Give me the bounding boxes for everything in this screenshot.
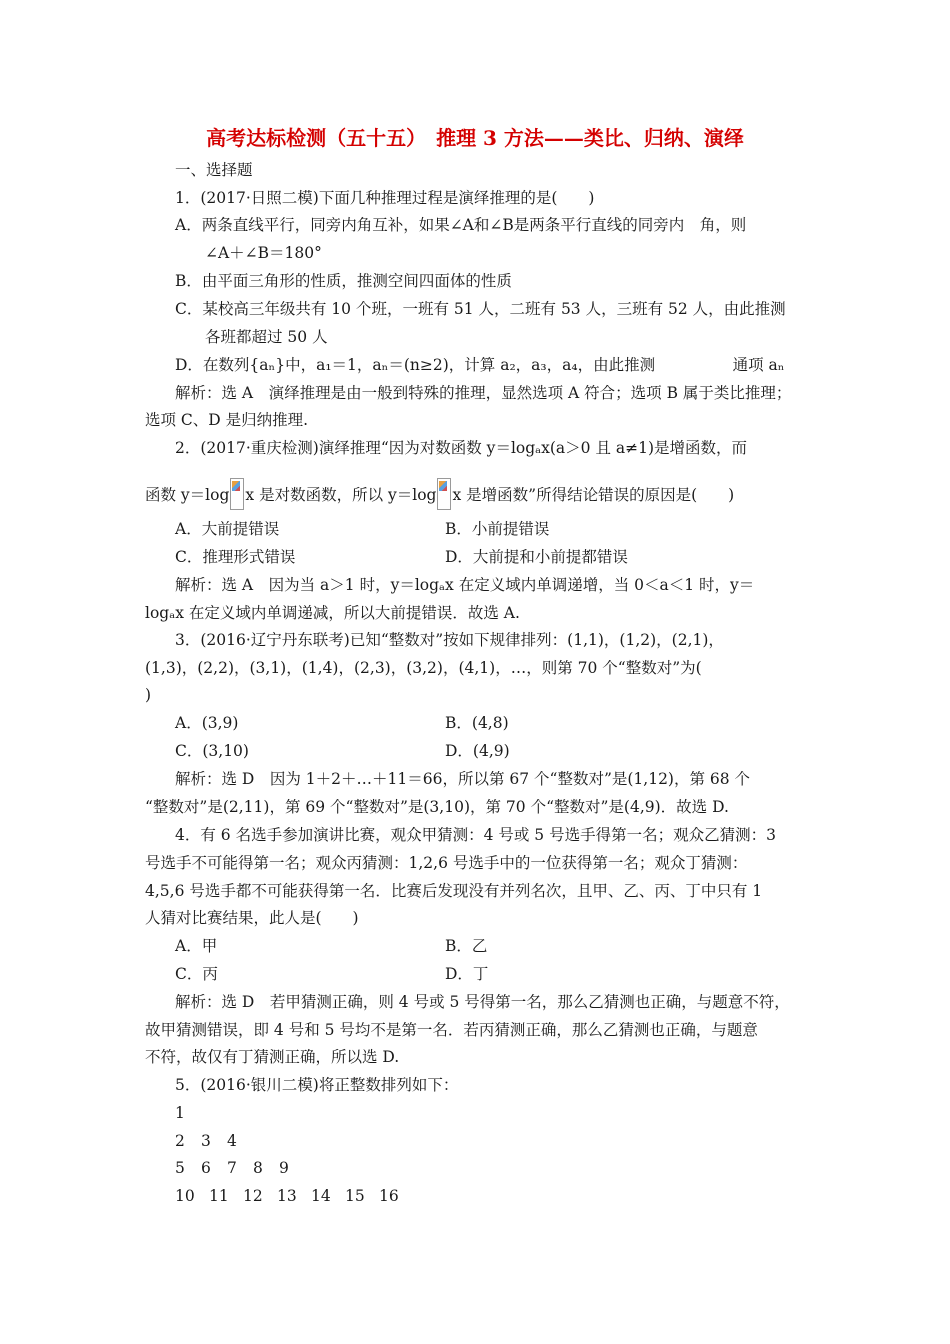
q3-stem: 3．(2016·辽宁丹东联考)已知“整数对”按如下规律排列：(1,1)，(1,2)，(2,1)， [175,631,724,649]
number-cell: 8 [253,1159,263,1177]
q2-answer-cont: logₐx 在定义域内单调递减，所以大前提错误．故选 A. [145,604,520,622]
number-row [175,1158,305,1178]
q1-answer: 解析：选 A 演绎推理是由一般到特殊的推理，显然选项 A 符合；选项 B 属于类比推理； [175,384,792,402]
broken-image-icon [230,478,244,510]
q4-stem-cont2: 4,5,6 号选手都不可能获得第一名．比赛后发现没有并列名次，且甲、乙、丙、丁中只有 1 [145,882,763,900]
number-cell: 1 [175,1104,185,1122]
q2-option-b: B．小前提错误 [445,520,550,538]
number-cell: 9 [279,1159,289,1177]
number-row [175,1103,209,1123]
q1-option-c-cont: 各班都超过 50 人 [205,328,328,346]
q4-stem-cont: 号选手不可能得第一名；观众丙猜测：1,2,6 号选手中的一位获得第一名；观众丁猜测： [145,854,748,872]
number-cell: 11 [209,1187,229,1205]
q3-option-c: C．(3,10) [175,742,249,760]
q2-option-a: A．大前提错误 [175,520,280,538]
number-cell: 16 [379,1187,399,1205]
q2-stem: 2．(2017·重庆检测)演绎推理“因为对数函数 y＝logₐx(a＞0 且 a≠1)是增函数，而 [175,439,748,457]
number-cell: 12 [243,1187,263,1205]
q2-answer: 解析：选 A 因为当 a＞1 时，y＝logₐx 在定义域内单调递增，当 0＜a＜1 时，y＝ [175,576,755,594]
number-row [175,1186,413,1206]
number-cell: 6 [201,1159,211,1177]
q2-stem-cont [145,478,734,510]
q1-answer-cont: 选项 C、D 是归纳推理. [145,411,309,429]
q3-option-d: D．(4,9) [445,742,510,760]
q3-stem-end: ) [145,686,152,704]
q1-option-d: D．在数列{aₙ}中，a₁＝1，aₙ＝(n≥2)，计算 a₂，a₃，a₄，由此推测 通项 aₙ [175,356,785,374]
q4-option-d: D．丁 [445,965,489,983]
number-cell: 14 [311,1187,331,1205]
number-cell: 15 [345,1187,365,1205]
page-title: 高考达标检测（五十五） 推理 3 方法——类比、归纳、演绎 [206,126,744,150]
number-cell: 10 [175,1187,195,1205]
q3-option-a: A．(3,9) [175,714,239,732]
q3-option-b: B．(4,8) [445,714,509,732]
q4-option-b: B．乙 [445,937,488,955]
q1-option-a: A．两条直线平行，同旁内角互补，如果∠A和∠B是两条平行直线的同旁内 角，则 [175,216,747,234]
number-row [175,1131,253,1151]
q4-answer: 解析：选 D 若甲猜测正确，则 4 号或 5 号得第一名，那么乙猜测也正确，与题意不符， [175,993,790,1011]
q1-option-a-cont: ∠A＋∠B＝180° [205,244,322,262]
q1-stem: 1．(2017·日照二模)下面几种推理过程是演绎推理的是( ) [175,189,595,207]
q4-answer-cont: 故甲猜测错误，即 4 号和 5 号均不是第一名．若丙猜测正确，那么乙猜测也正确，与题意 [145,1021,758,1039]
q3-stem-cont: (1,3)，(2,2)，(3,1)，(1,4)，(2,3)，(3,2)，(4,1)，…，则第 70 个“整数对”为( [145,659,702,677]
q4-stem: 4．有 6 名选手参加演讲比赛，观众甲猜测：4 号或 5 号选手得第一名；观众乙猜测：3 [175,826,776,844]
q5-stem: 5．(2016·银川二模)将正整数排列如下： [175,1076,459,1094]
number-cell: 4 [227,1132,237,1150]
q3-answer-cont: “整数对”是(2,11)，第 69 个“整数对”是(3,10)，第 70 个“整数对”是(4,9)．故选 D. [145,798,729,816]
q1-option-b: B．由平面三角形的性质，推测空间四面体的性质 [175,272,512,290]
q2-stem-part3: x 是增函数”所得结论错误的原因是( ) [452,486,735,504]
q2-stem-part1: 函数 y＝log [145,486,230,504]
number-cell: 13 [277,1187,297,1205]
q4-answer-cont2: 不符，故仅有丁猜测正确，所以选 D. [145,1048,400,1066]
q2-stem-part2: x 是对数函数，所以 y＝log [245,486,437,504]
q4-option-c: C．丙 [175,965,218,983]
number-cell: 3 [201,1132,211,1150]
section-heading: 一、选择题 [175,161,253,179]
q2-option-d: D．大前提和小前提都错误 [445,548,628,566]
number-cell: 2 [175,1132,185,1150]
number-cell: 7 [227,1159,237,1177]
q1-option-c: C．某校高三年级共有 10 个班，一班有 51 人，二班有 53 人，三班有 52 人，由此推测 [175,300,786,318]
q4-stem-cont3: 人猜对比赛结果，此人是( ) [145,909,359,927]
number-cell: 5 [175,1159,185,1177]
q3-answer: 解析：选 D 因为 1＋2＋…＋11＝66，所以第 67 个“整数对”是(1,12)，第 68 个 [175,770,751,788]
q4-option-a: A．甲 [175,937,218,955]
q2-option-c: C．推理形式错误 [175,548,296,566]
broken-image-icon [437,478,451,510]
